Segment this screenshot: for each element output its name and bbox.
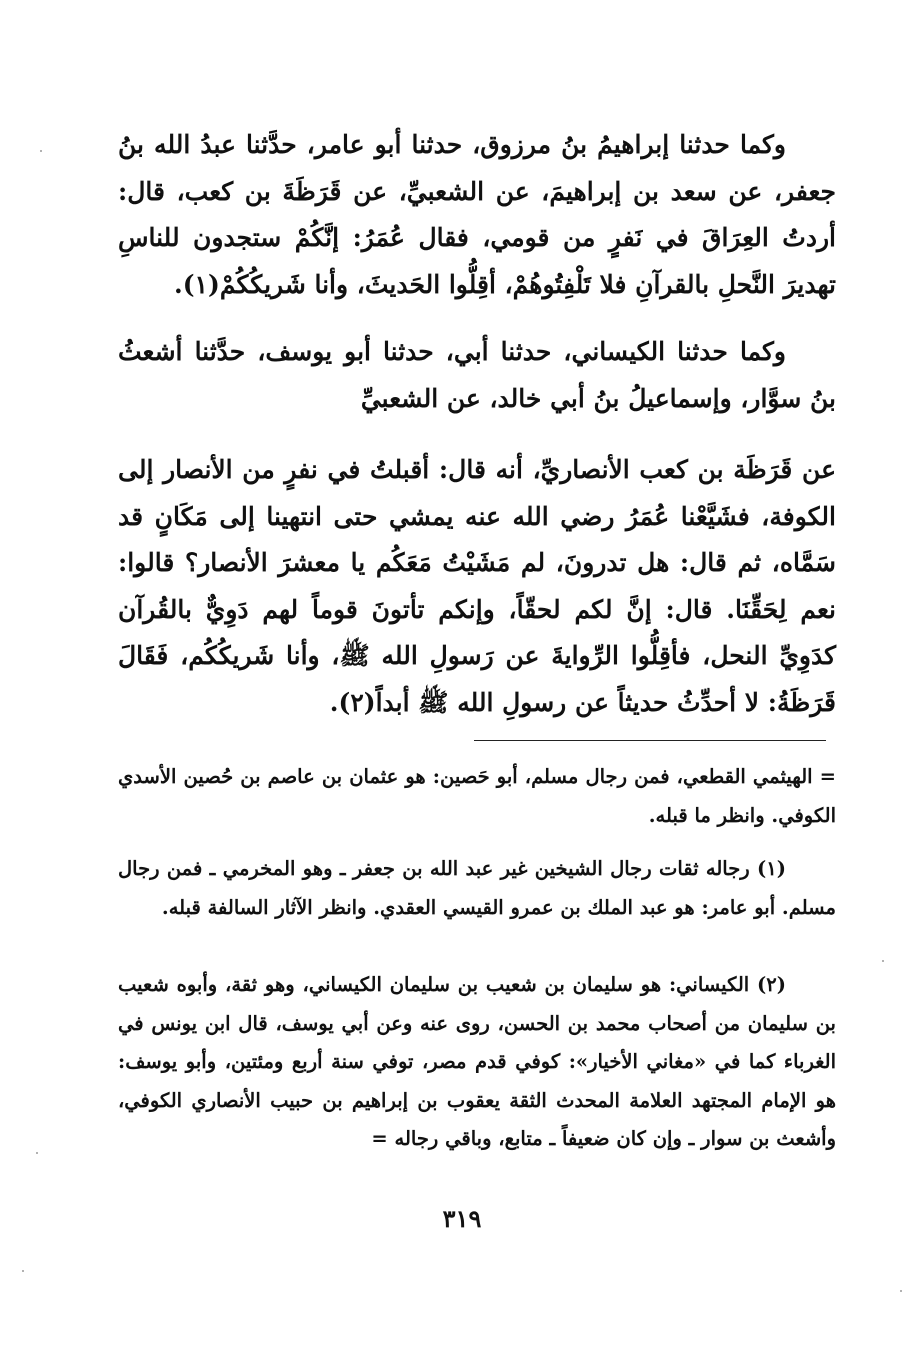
footnote-1 bbox=[118, 850, 836, 927]
scan-speck bbox=[40, 150, 42, 152]
footnote-separator bbox=[474, 740, 826, 741]
main-paragraph-3 bbox=[118, 447, 836, 726]
scan-speck bbox=[36, 1152, 38, 1154]
main-paragraph-1 bbox=[118, 122, 836, 308]
footnote-text: (٢) الكيساني: هو سليمان بن شعيب بن سليمان الكيساني، وهو ثقة، وأبوه شعيب بن سليمان من أصحاب محمد بن الحسن، روى عنه وعن أبي يوسف، قال ابن يونس في الغرباء كما في «مغاني الأخيار»: كوفي قدم مصر، توفي سنة أربع ومئتين، وأبو يوسف: هو الإمام المجتهد العلامة المحدث الثقة يعقوب بن إبراهيم بن حبيب الأنصاري الكوفي، وأشعث بن سوار ـ وإن كان ضعيفاً ـ متابع، وباقي رجاله = bbox=[118, 973, 836, 1151]
footnote-text: = الهيثمي القطعي، فمن رجال مسلم، أبو حَصين: هو عثمان بن عاصم بن حُصين الأسدي الكوفي. وانظر ما قبله. bbox=[118, 765, 836, 827]
footnote-2 bbox=[118, 966, 836, 1159]
paragraph-text: وكما حدثنا إبراهيمُ بنُ مرزوق، حدثنا أبو عامر، حدَّثنا عبدُ الله بنُ جعفر، عن سعد بن إبراهيمَ، عن الشعبيِّ، عن قَرَظَةَ بن كعب، قال: أردتُ العِرَاقَ في نَفرٍ من قومي، فقال عُمَرُ: إنَّكُمْ ستجدون للناسِ تهديرَ النَّحلِ بالقرآنِ فلا تَلْفِتُوهُمْ، أقِلُّوا الحَديثَ، وأنا شَريكُكُمْ(١). bbox=[118, 130, 836, 299]
page-number: ٣١٩ bbox=[442, 1204, 482, 1233]
paragraph-text: وكما حدثنا الكيساني، حدثنا أبي، حدثنا أبو يوسف، حدَّثنا أشعثُ بنُ سوَّار، وإسماعيلُ بنُ أبي خالد، عن الشعبيِّ bbox=[118, 337, 836, 413]
scan-speck bbox=[882, 960, 884, 962]
scan-speck bbox=[900, 1290, 902, 1292]
scan-speck bbox=[22, 1270, 24, 1272]
footnote-text: (١) رجاله ثقات رجال الشيخين غير عبد الله بن جعفر ـ وهو المخرمي ـ فمن رجال مسلم. أبو عامر: هو عبد الملك بن عمرو القيسي العقدي. وانظر الآثار السالفة قبله. bbox=[118, 857, 836, 919]
footnote-continuation bbox=[118, 758, 836, 835]
paragraph-text: عن قَرَظَة بن كعب الأنصاريِّ، أنه قال: أقبلتُ في نفرٍ من الأنصار إلى الكوفة، فشَيَّعْنا عُمَرُ رضي الله عنه يمشي حتى انتهينا إلى مَكَانٍ قد سَمَّاه، ثم قال: هل تدرونَ، لم مَشَيْتُ مَعَكُم يا معشرَ الأنصار؟ قالوا: نعم لِحَقِّنَا. قال: إنَّ لكم لحقّاً، وإنكم تأتونَ قوماً لهم دَوِيٌّ بالقُرآن كدَوِيِّ النحل، فأقِلُّوا الرِّوايةَ عن رَسولِ الله ﷺ، وأنا شَريكُكُم، فَقَالَ قَرَظَةُ: لا أحدِّثُ حديثاً عن رسولِ الله ﷺ أبداً(٢). bbox=[118, 455, 836, 717]
main-paragraph-2 bbox=[118, 329, 836, 422]
